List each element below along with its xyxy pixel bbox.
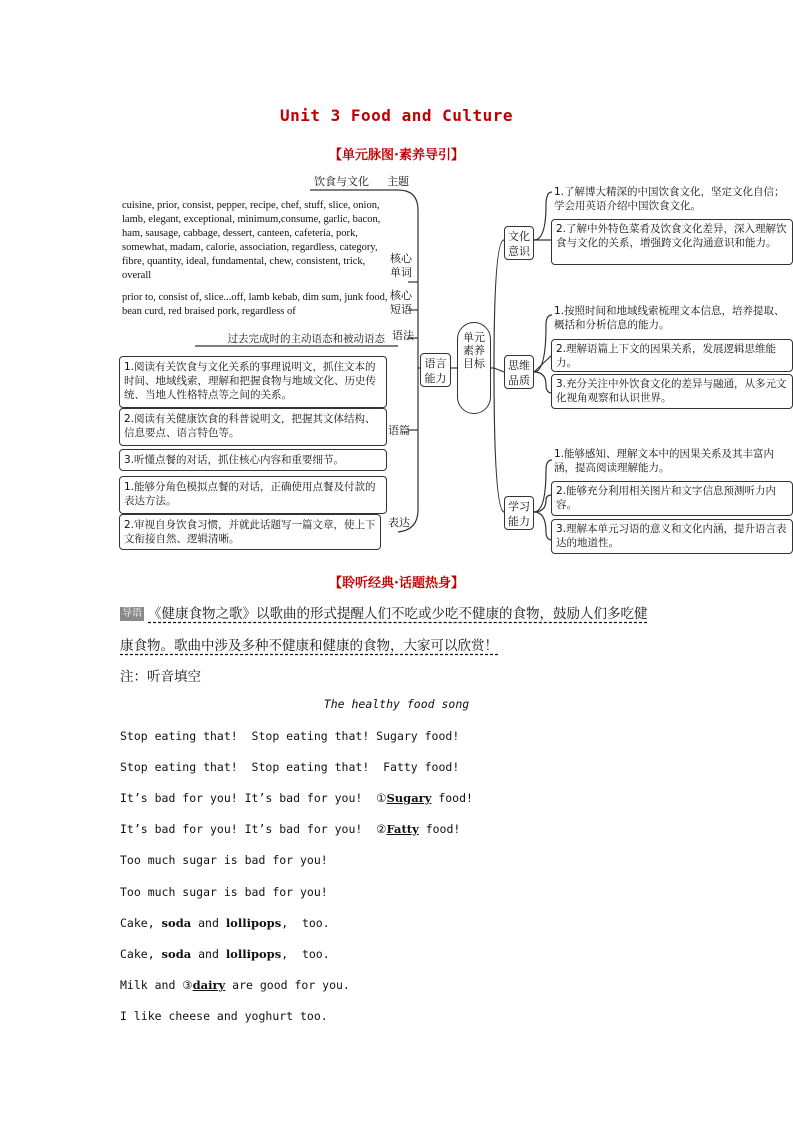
- listening-note: 注：听音填空: [120, 669, 201, 685]
- lyric-line-1: Stop eating that! Stop eating that! Sugary food!: [120, 729, 460, 743]
- lyric-line-4-end: food!: [418, 822, 461, 836]
- answer-2: Fatty: [386, 822, 419, 836]
- cultural-awareness-label: 文化意识: [504, 226, 534, 260]
- mind-map-heading: 【单元脉图·素养导引】: [329, 148, 464, 163]
- lyric-line-5: Too much sugar is bad for you!: [120, 853, 328, 867]
- theme-label: 主题: [387, 175, 409, 188]
- guide-line-1-text: 《健康食物之歌》以歌曲的形式提醒人们不吃或少吃不健康的食物，鼓励人们多吃健: [148, 606, 648, 622]
- lyric-8-a: Cake,: [120, 947, 162, 961]
- lyric-7-too: , too.: [281, 916, 330, 930]
- answer-3: dairy: [192, 978, 226, 992]
- lyric-7-and: and: [191, 916, 226, 930]
- lyric-line-9-text: Milk and ③: [120, 978, 193, 992]
- culture-item-1: 1.了解博大精深的中国饮食文化，坚定文化自信；学会用英语介绍中国饮食文化。: [554, 186, 785, 212]
- unit-literacy-goal-oval: 单元素养目标: [457, 322, 491, 414]
- grammar-label: 语法: [392, 329, 414, 342]
- language-ability-label: 语言能力: [420, 353, 451, 387]
- answer-1: Sugary: [386, 791, 432, 805]
- lyric-line-4: [120, 822, 460, 836]
- grammar-text: 过去完成时的主动语态和被动语态: [227, 333, 385, 345]
- unit-title: Unit 3 Food and Culture: [279, 106, 514, 125]
- thinking-item-1: 1.按照时间和地域线索梳理文本信息，培养提取、概括和分析信息的能力。: [554, 305, 785, 331]
- thinking-item-3: 3.充分关注中外饮食文化的差异与融通，从多元文化视角观察和认识世界。: [551, 374, 793, 409]
- lyric-7-lollipops: lollipops: [225, 916, 282, 930]
- lyric-line-2: Stop eating that! Stop eating that! Fatty food!: [120, 760, 460, 774]
- thinking-item-2: 2.理解语篇上下文的因果关系，发展逻辑思维能力。: [551, 339, 793, 372]
- culture-item-2: 2.了解中外特色菜肴及饮食文化差异，深入理解饮食与文化的关系，增强跨文化沟通意识和能力。: [551, 219, 793, 265]
- lyric-line-10: I like cheese and yoghurt too.: [120, 1009, 328, 1023]
- discourse-label: 语篇: [388, 424, 410, 437]
- lyric-line-3-text: It’s bad for you! It’s bad for you! ①: [120, 791, 387, 805]
- lyric-line-3-end: food!: [431, 791, 473, 805]
- lyric-line-3: [120, 791, 473, 805]
- lyric-8-soda: soda: [161, 947, 192, 961]
- lyric-8-lollipops: lollipops: [225, 947, 282, 961]
- lyric-line-9-end: are good for you.: [225, 978, 350, 992]
- expression-label: 表达: [388, 516, 410, 529]
- guide-line-1: [120, 602, 648, 622]
- thinking-quality-label: 思维品质: [504, 355, 534, 389]
- theme-text: 饮食与文化: [314, 175, 369, 188]
- learning-item-1: 1.能够感知、理解文本中的因果关系及其丰富内涵，提高阅读理解能力。: [554, 448, 775, 474]
- lyric-line-9: [120, 978, 350, 992]
- lyric-7-a: Cake,: [120, 916, 162, 930]
- lyric-8-too: , too.: [281, 947, 330, 961]
- core-phrase-label: 核心短语: [390, 289, 412, 316]
- core-vocabulary-list: cuisine, prior, consist, pepper, recipe, chef, stuff, slice, onion, lamb, elegant, exceptional, minimum,consume, garlic, bacon, ham, sausage, cabbage, dessert, canteen, cafeteria, pork, somewhat, madam, calorie, association, regardless, category, fibre, quantity, ideal, fundamental, chew, consistent, trick, overall: [122, 200, 381, 281]
- expression-item-1: 1.能够分角色模拟点餐的对话，正确使用点餐及付款的表达方法。: [119, 476, 387, 514]
- expression-item-2: 2.审视自身饮食习惯，并就此话题写一篇文章，使上下文衔接自然、逻辑清晰。: [119, 514, 381, 550]
- lyric-line-8: [120, 947, 330, 961]
- lyric-line-7: [120, 916, 330, 930]
- learning-ability-label: 学习能力: [504, 496, 534, 530]
- lyric-7-soda: soda: [161, 916, 192, 930]
- discourse-item-2: 2.阅读有关健康饮食的科普说明文，把握其文体结构、信息要点、语言特色等。: [119, 408, 387, 446]
- lyric-8-and: and: [191, 947, 226, 961]
- guide-line-2: 康食物。歌曲中涉及多种不健康和健康的食物，大家可以欣赏！: [120, 638, 498, 654]
- learning-item-2: 2.能够充分利用相关图片和文字信息预测听力内容。: [551, 481, 793, 516]
- discourse-item-3: 3.听懂点餐的对话，抓住核心内容和重要细节。: [119, 449, 387, 471]
- guide-badge: 导语: [122, 608, 142, 619]
- discourse-item-1: 1.阅读有关饮食与文化关系的事理说明文，抓住文本的时间、地域线索，理解和把握食物与地域文化、历史传统、当地人性格特点等之间的关系。: [119, 356, 387, 408]
- listening-heading: 【聆听经典·话题热身】: [329, 576, 464, 591]
- core-vocabulary-label: 核心单词: [390, 252, 412, 279]
- core-phrase-list: prior to, consist of, slice...off, lamb kebab, dim sum, junk food, bean curd, red braised pork, regardless of: [122, 292, 388, 317]
- lyric-line-6: Too much sugar is bad for you!: [120, 885, 328, 899]
- lyric-line-4-text: It’s bad for you! It’s bad for you! ②: [120, 822, 387, 836]
- learning-item-3: 3.理解本单元习语的意义和文化内涵，提升语言表达的地道性。: [551, 519, 793, 554]
- song-title: The healthy food song: [323, 697, 470, 711]
